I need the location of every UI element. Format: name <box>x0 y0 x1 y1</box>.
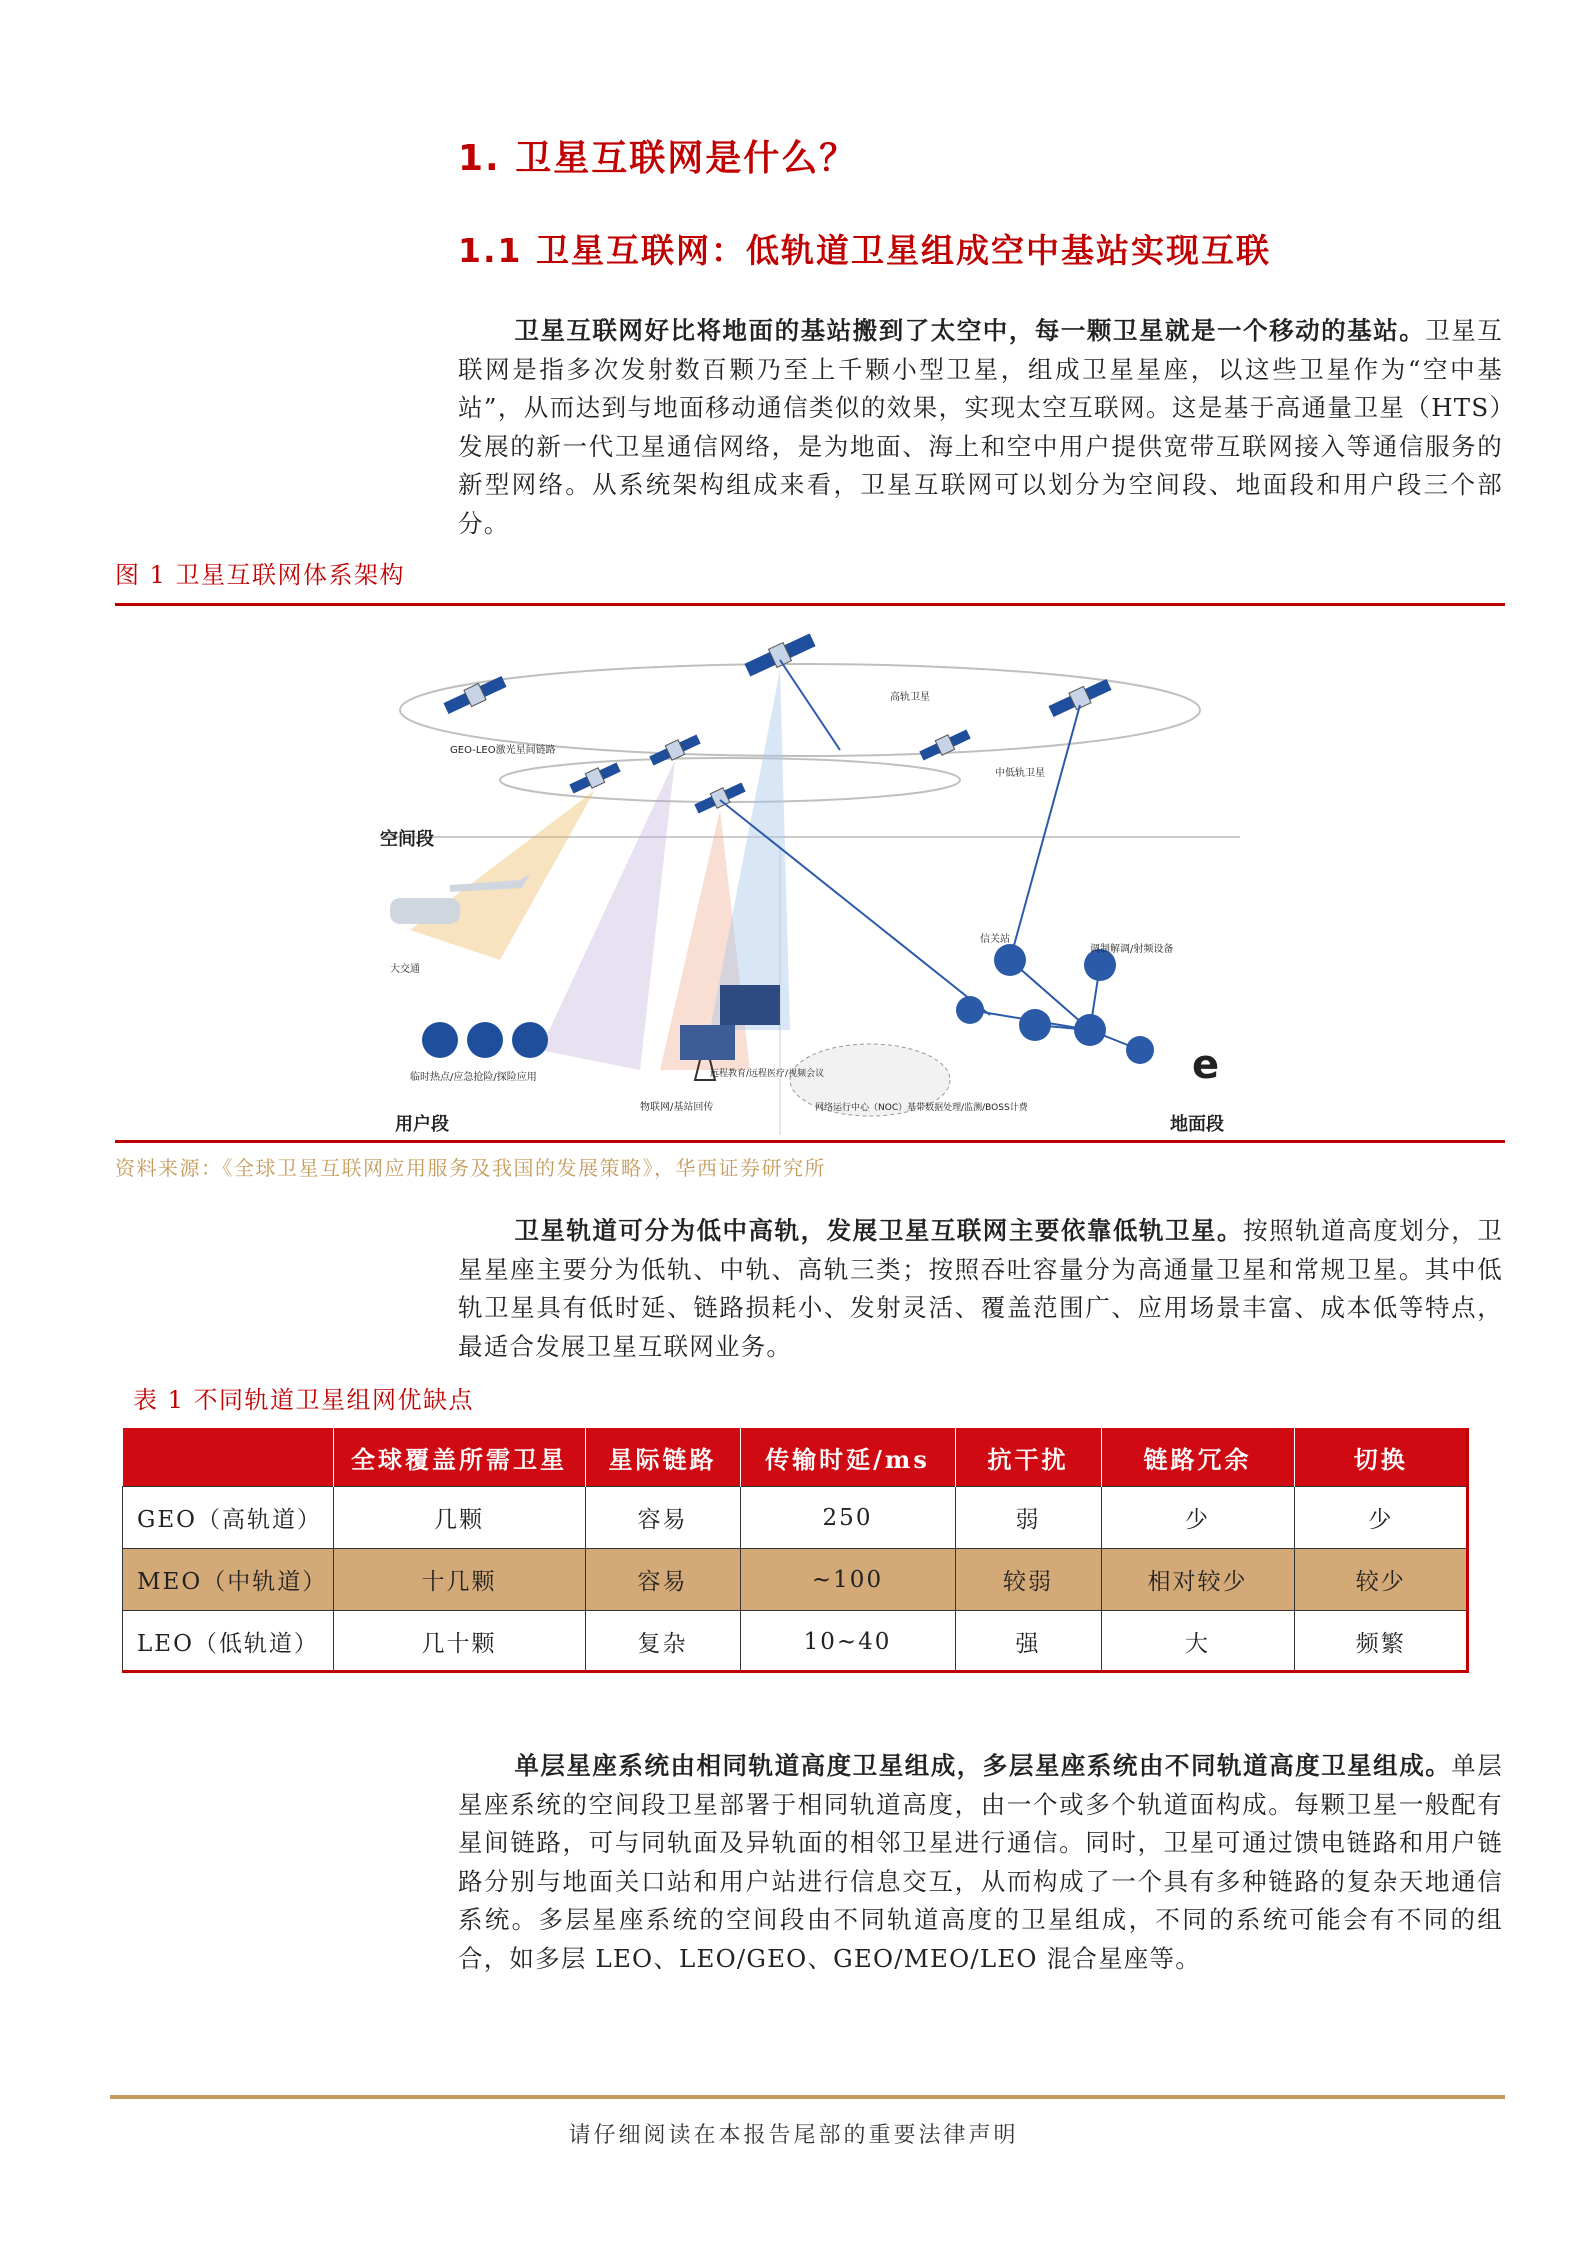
footer-rule <box>110 2095 1505 2099</box>
paragraph-3-body: 单层星座系统的空间段卫星部署于相同轨道高度，由一个或多个轨道面构成。每颗卫星一般配有星间链路，可与同轨面及异轨面的相邻卫星进行通信。同时，卫星可通过馈电链路和用户链路分别与地面关口站和用户站进行信息交互，从而构成了一个具有多种链路的复杂天地通信系统。多层星座系统的空间段由不同轨道高度的卫星组成，不同的系统可能会有不同的组合，如多层 LEO、LEO/GEO、GEO/MEO/LEO 混合星座等。 <box>458 1751 1503 1973</box>
iot-label: 物联网/基站回传 <box>640 1102 714 1113</box>
paragraph-1-body: 卫星互联网是指多次发射数百颗乃至上千颗小型卫星，组成卫星星座，以这些卫星作为“空中基站”，从而达到与地面移动通信类似的效果，实现太空互联网。这是基于高通量卫星（HTS）发展的新一代卫星通信网络，是为地面、海上和空中用户提供宽带互联网接入等通信服务的新型网络。从系统架构组成来看，卫星互联网可以划分为空间段、地面段和用户段三个部分。 <box>458 316 1504 538</box>
table-bottom-rule <box>122 1670 1468 1673</box>
table-row <box>123 1611 1468 1673</box>
space-segment-label: 空间段 <box>380 829 434 850</box>
figure-1-caption: 图 1 卫星互联网体系架构 <box>115 561 406 589</box>
table-cell: 复杂 <box>585 1611 740 1673</box>
ie-icon: e <box>1192 1042 1220 1088</box>
paragraph-2-body: 按照轨道高度划分，卫星星座主要分为低轨、中轨、高轨三类；按照吞吐容量分为高通量卫星和常规卫星。其中低轨卫星具有低时延、链路损耗小、发射灵活、覆盖范围广、应用场景丰富、成本低等特点，最适合发展卫星互联网业务。 <box>458 1216 1503 1361</box>
table-cell: 容易 <box>585 1487 740 1549</box>
table-header-cell <box>123 1428 334 1487</box>
paragraph-1 <box>458 312 1503 543</box>
figure-bottom-rule <box>115 1140 1505 1143</box>
table-cell: 几十颗 <box>333 1611 585 1673</box>
table-cell: 250 <box>740 1487 955 1549</box>
satellite-icon <box>1047 676 1113 719</box>
table-cell: 较少 <box>1294 1549 1468 1611</box>
high-orbit-ring <box>400 664 1200 756</box>
paragraph-2 <box>458 1212 1503 1366</box>
orbit-comparison-table <box>122 1428 1468 1673</box>
table-cell: MEO（中轨道） <box>123 1549 334 1611</box>
edu-label: 远程教育/远程医疗/视频会议 <box>710 1069 825 1079</box>
satellite-icon <box>442 673 508 716</box>
table-cell: 较弱 <box>955 1549 1101 1611</box>
paragraph-2-lead: 卫星轨道可分为低中高轨，发展卫星互联网主要依靠低轨卫星。 <box>514 1216 1244 1245</box>
traffic-label: 大交通 <box>390 964 420 975</box>
user-segment-label: 用户段 <box>395 1114 449 1135</box>
table-cell: 少 <box>1101 1487 1294 1549</box>
hotspot-icon <box>422 1022 458 1058</box>
table-row <box>123 1487 1468 1549</box>
table-header-cell: 切换 <box>1294 1428 1468 1487</box>
paragraph-1-lead: 卫星互联网好比将地面的基站搬到了太空中，每一颗卫星就是一个移动的基站。 <box>514 316 1426 345</box>
satellite-architecture-diagram <box>370 630 1250 1140</box>
mid-low-orbit-label: 中低轨卫星 <box>995 768 1045 779</box>
gateway-label: 信关站 <box>980 934 1010 945</box>
paragraph-3-lead: 单层星座系统由相同轨道高度卫星组成，多层星座系统由不同轨道高度卫星组成。 <box>514 1751 1452 1780</box>
table-cell: 容易 <box>585 1549 740 1611</box>
table-cell: 少 <box>1294 1487 1468 1549</box>
table-cell: LEO（低轨道） <box>123 1611 334 1673</box>
high-orbit-label: 高轨卫星 <box>890 692 930 703</box>
table-header-cell: 传输时延/ms <box>740 1428 955 1487</box>
footer-disclaimer: 请仔细阅读在本报告尾部的重要法律声明 <box>568 2123 1019 2148</box>
table-cell: 十几颗 <box>333 1549 585 1611</box>
table-1-caption: 表 1 不同轨道卫星组网优缺点 <box>133 1386 475 1414</box>
table-header-cell: 全球覆盖所需卫星 <box>333 1428 585 1487</box>
figure-top-rule <box>115 603 1505 606</box>
modem-label: 调制解调/射频设备 <box>1090 944 1174 955</box>
table-cell: 强 <box>955 1611 1101 1673</box>
figure-1-source: 资料来源：《全球卫星互联网应用服务及我国的发展策略》，华西证券研究所 <box>115 1156 826 1180</box>
table-cell: 频繁 <box>1294 1611 1468 1673</box>
table-right-rule <box>1466 1428 1469 1673</box>
edu-screen-icon <box>720 985 780 1025</box>
table-header-cell: 抗干扰 <box>955 1428 1101 1487</box>
ground-network <box>956 944 1154 1064</box>
ship-icon <box>390 898 460 924</box>
table-cell: 弱 <box>955 1487 1101 1549</box>
hotspot-label: 临时热点/应急抢险/探险应用 <box>410 1072 537 1083</box>
satellite-icon <box>648 732 702 768</box>
noc-label: 网络运行中心（NOC）基带数据处理/监测/BOSS计费 <box>815 1103 1028 1113</box>
paragraph-3 <box>458 1747 1503 1978</box>
table-header-cell: 星际链路 <box>585 1428 740 1487</box>
satellite-icon <box>568 760 622 796</box>
table-cell: 几颗 <box>333 1487 585 1549</box>
table-cell: GEO（高轨道） <box>123 1487 334 1549</box>
table-cell: 大 <box>1101 1611 1294 1673</box>
heading-1-1: 1.1 卫星互联网：低轨道卫星组成空中基站实现互联 <box>458 231 1271 270</box>
heading-1: 1. 卫星互联网是什么？ <box>458 138 858 179</box>
table-row <box>123 1549 1468 1611</box>
table-header-row <box>123 1428 1468 1487</box>
laser-link-label: GEO-LEO激光星间链路 <box>450 745 556 756</box>
table-cell: 10~40 <box>740 1611 955 1673</box>
table-header-cell: 链路冗余 <box>1101 1428 1294 1487</box>
satellite-icon <box>918 727 972 763</box>
table-cell: 相对较少 <box>1101 1549 1294 1611</box>
table-cell: ~100 <box>740 1549 955 1611</box>
ground-segment-label: 地面段 <box>1170 1114 1224 1135</box>
